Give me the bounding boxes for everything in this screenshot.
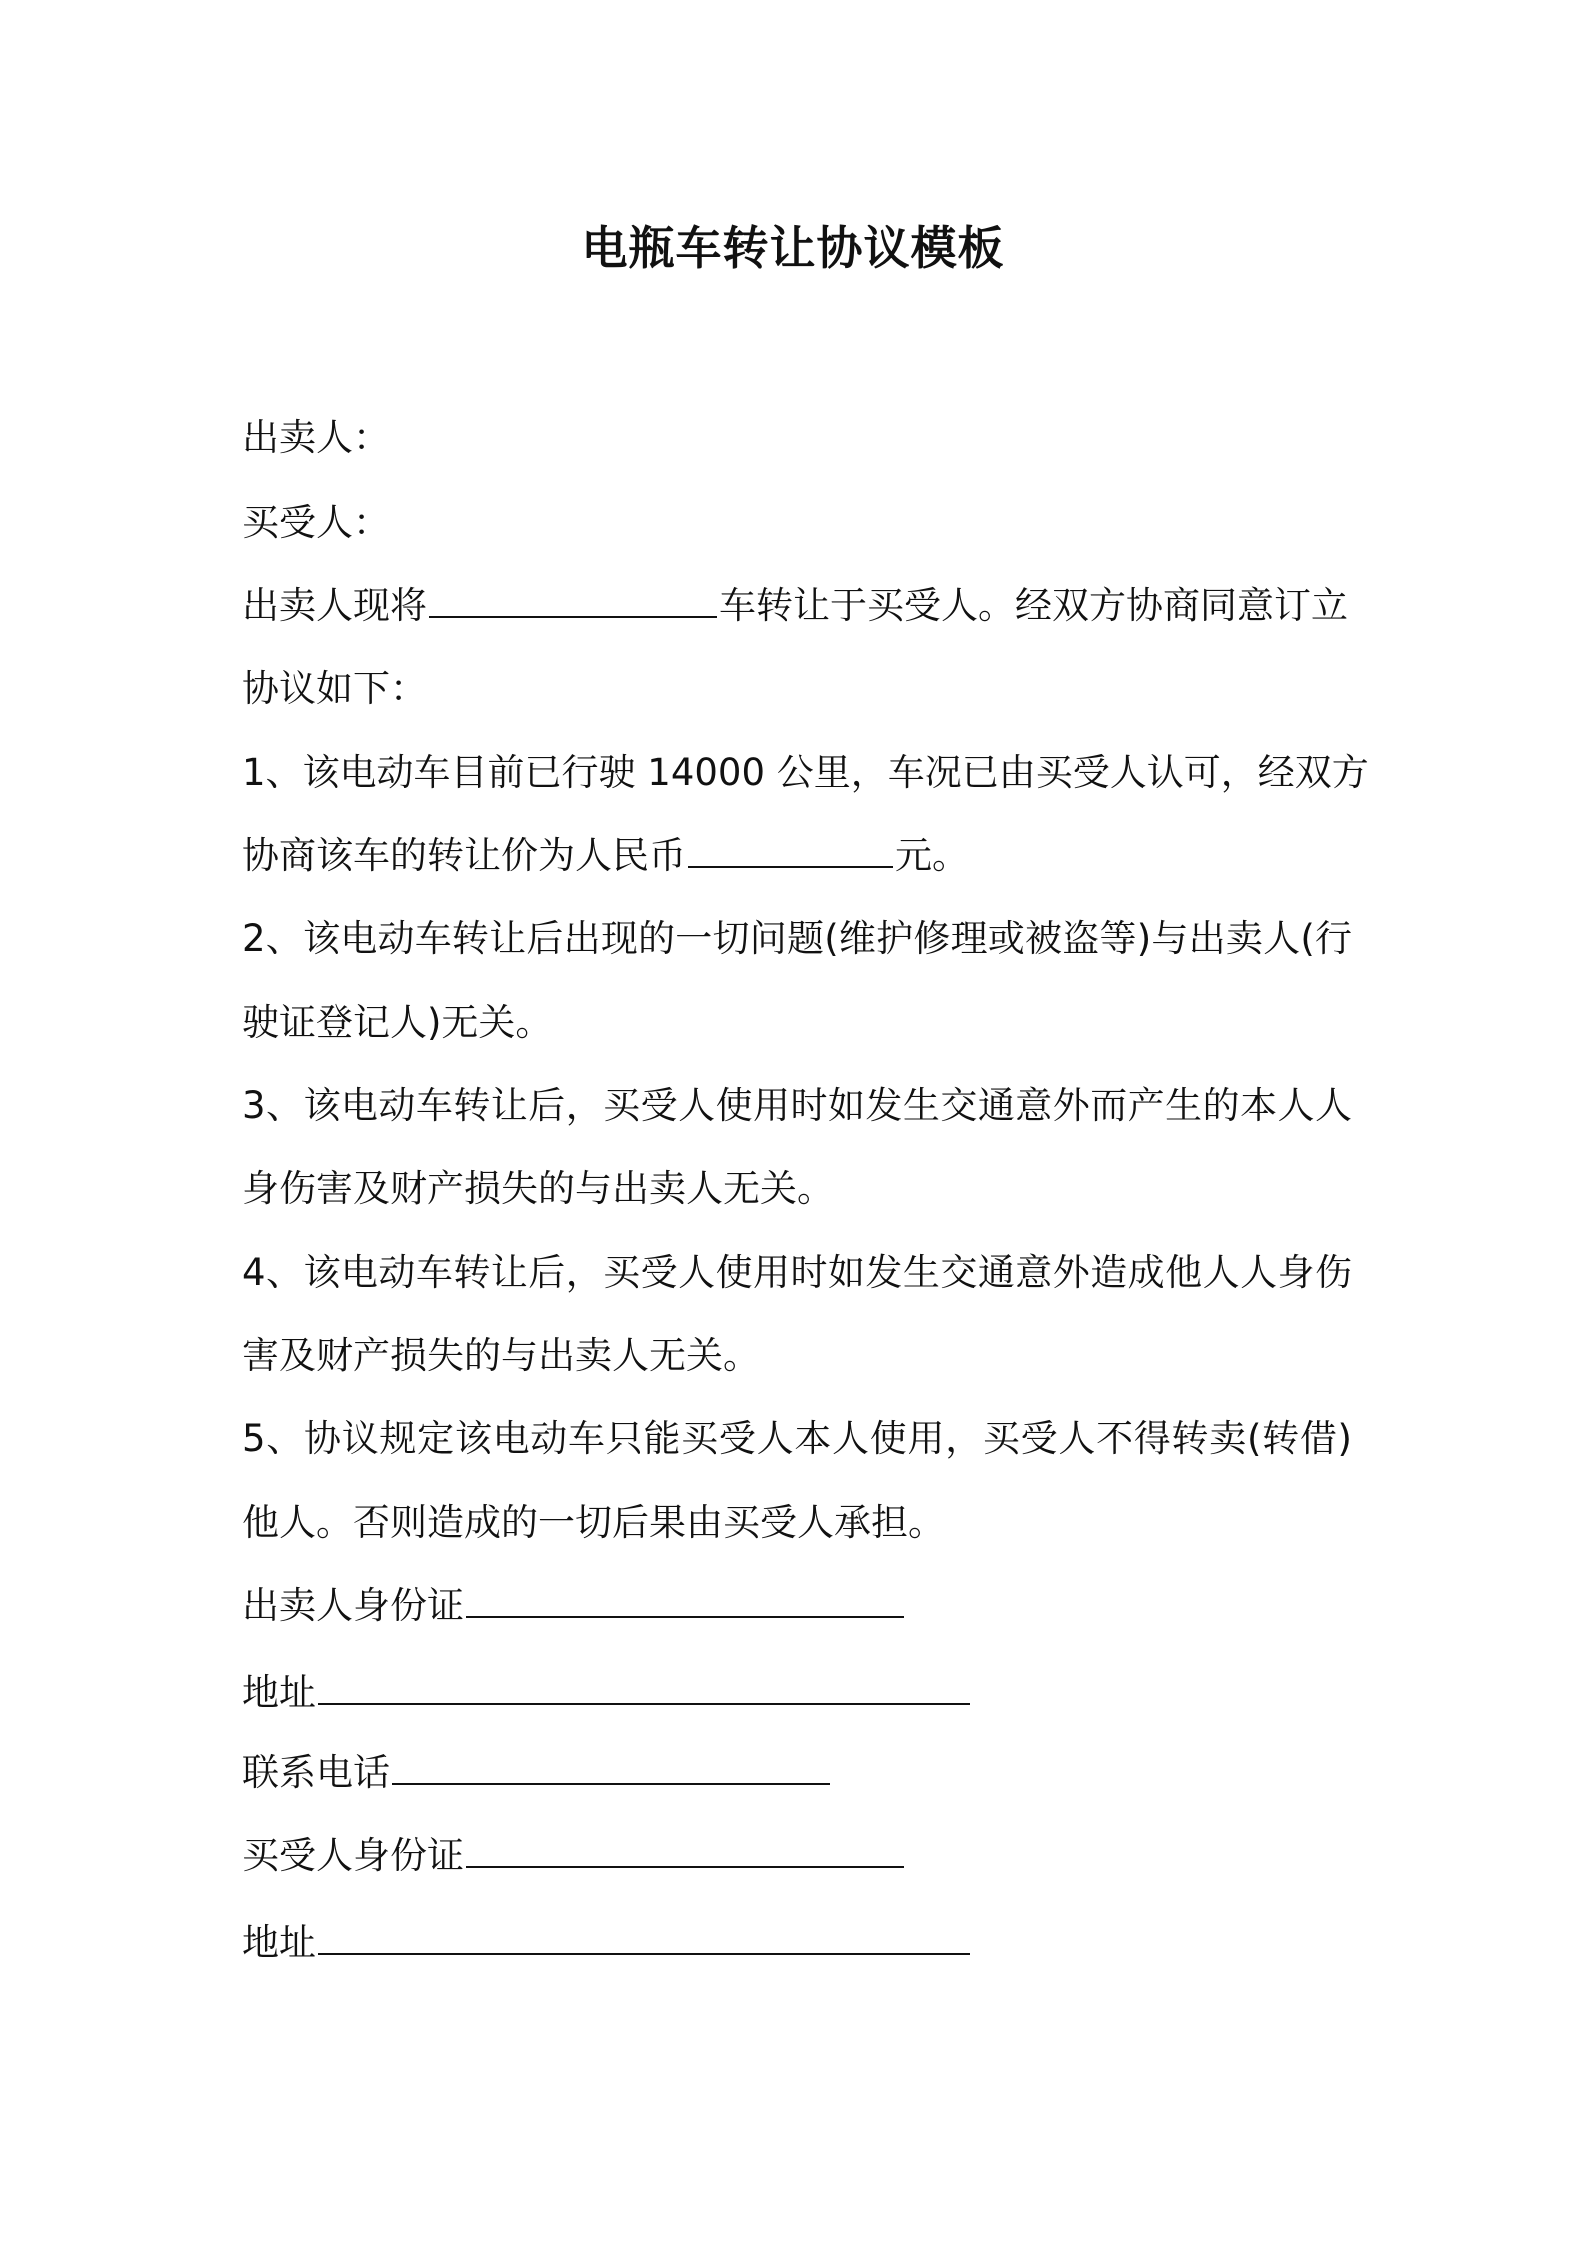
price-text-after: 元。 [895, 834, 969, 877]
seller-address-label: 地址 [242, 1671, 316, 1714]
clause-2-line-2: 驶证登记人)无关。 [242, 1001, 553, 1044]
intro-text-after: 车转让于买受人。经双方协商同意订立 [719, 584, 1348, 627]
buyer-id-label: 买受人身份证 [242, 1834, 464, 1877]
buyer-address-blank [318, 1919, 970, 1955]
intro-line-2: 协议如下： [242, 667, 427, 710]
intro-text-before: 出卖人现将 [242, 584, 427, 627]
buyer-id-field [242, 1830, 906, 1882]
buyer-address-field [242, 1917, 972, 1969]
buyer-label: 买受人： [242, 501, 390, 544]
clause-1-line-1: 1、该电动车目前已行驶 14000 公里，车况已由买受人认可，经双方 [242, 751, 1369, 794]
clause-4-line-1: 4、该电动车转让后，买受人使用时如发生交通意外造成他人人身伤 [242, 1251, 1352, 1294]
seller-id-blank [466, 1582, 904, 1618]
seller-id-field [242, 1580, 906, 1632]
seller-id-label: 出卖人身份证 [242, 1584, 464, 1627]
buyer-address-label: 地址 [242, 1921, 316, 1964]
price-blank [688, 832, 893, 868]
clause-4-line-2: 害及财产损失的与出卖人无关。 [242, 1334, 760, 1377]
buyer-id-blank [466, 1832, 904, 1868]
seller-phone-field [242, 1747, 832, 1799]
clause-2-line-1: 2、该电动车转让后出现的一切问题(维护修理或被盗等)与出卖人(行 [242, 917, 1352, 960]
clause-5-line-2: 他人。否则造成的一切后果由买受人承担。 [242, 1501, 945, 1544]
seller-phone-blank [392, 1749, 830, 1785]
price-text-before: 协商该车的转让价为人民币 [242, 834, 686, 877]
seller-address-blank [318, 1669, 970, 1705]
document-title: 电瓶车转让协议模板 [581, 221, 1005, 275]
clause-1-line-2 [242, 830, 969, 882]
clause-5-line-1: 5、协议规定该电动车只能买受人本人使用，买受人不得转卖(转借) [242, 1417, 1352, 1460]
seller-label: 出卖人： [242, 416, 390, 459]
seller-address-field [242, 1667, 972, 1719]
clause-3-line-1: 3、该电动车转让后，买受人使用时如发生交通意外而产生的本人人 [242, 1084, 1352, 1127]
intro-line-1 [242, 580, 1348, 632]
seller-phone-label: 联系电话 [242, 1751, 390, 1794]
vehicle-blank [429, 582, 717, 618]
clause-3-line-2: 身伤害及财产损失的与出卖人无关。 [242, 1167, 834, 1210]
